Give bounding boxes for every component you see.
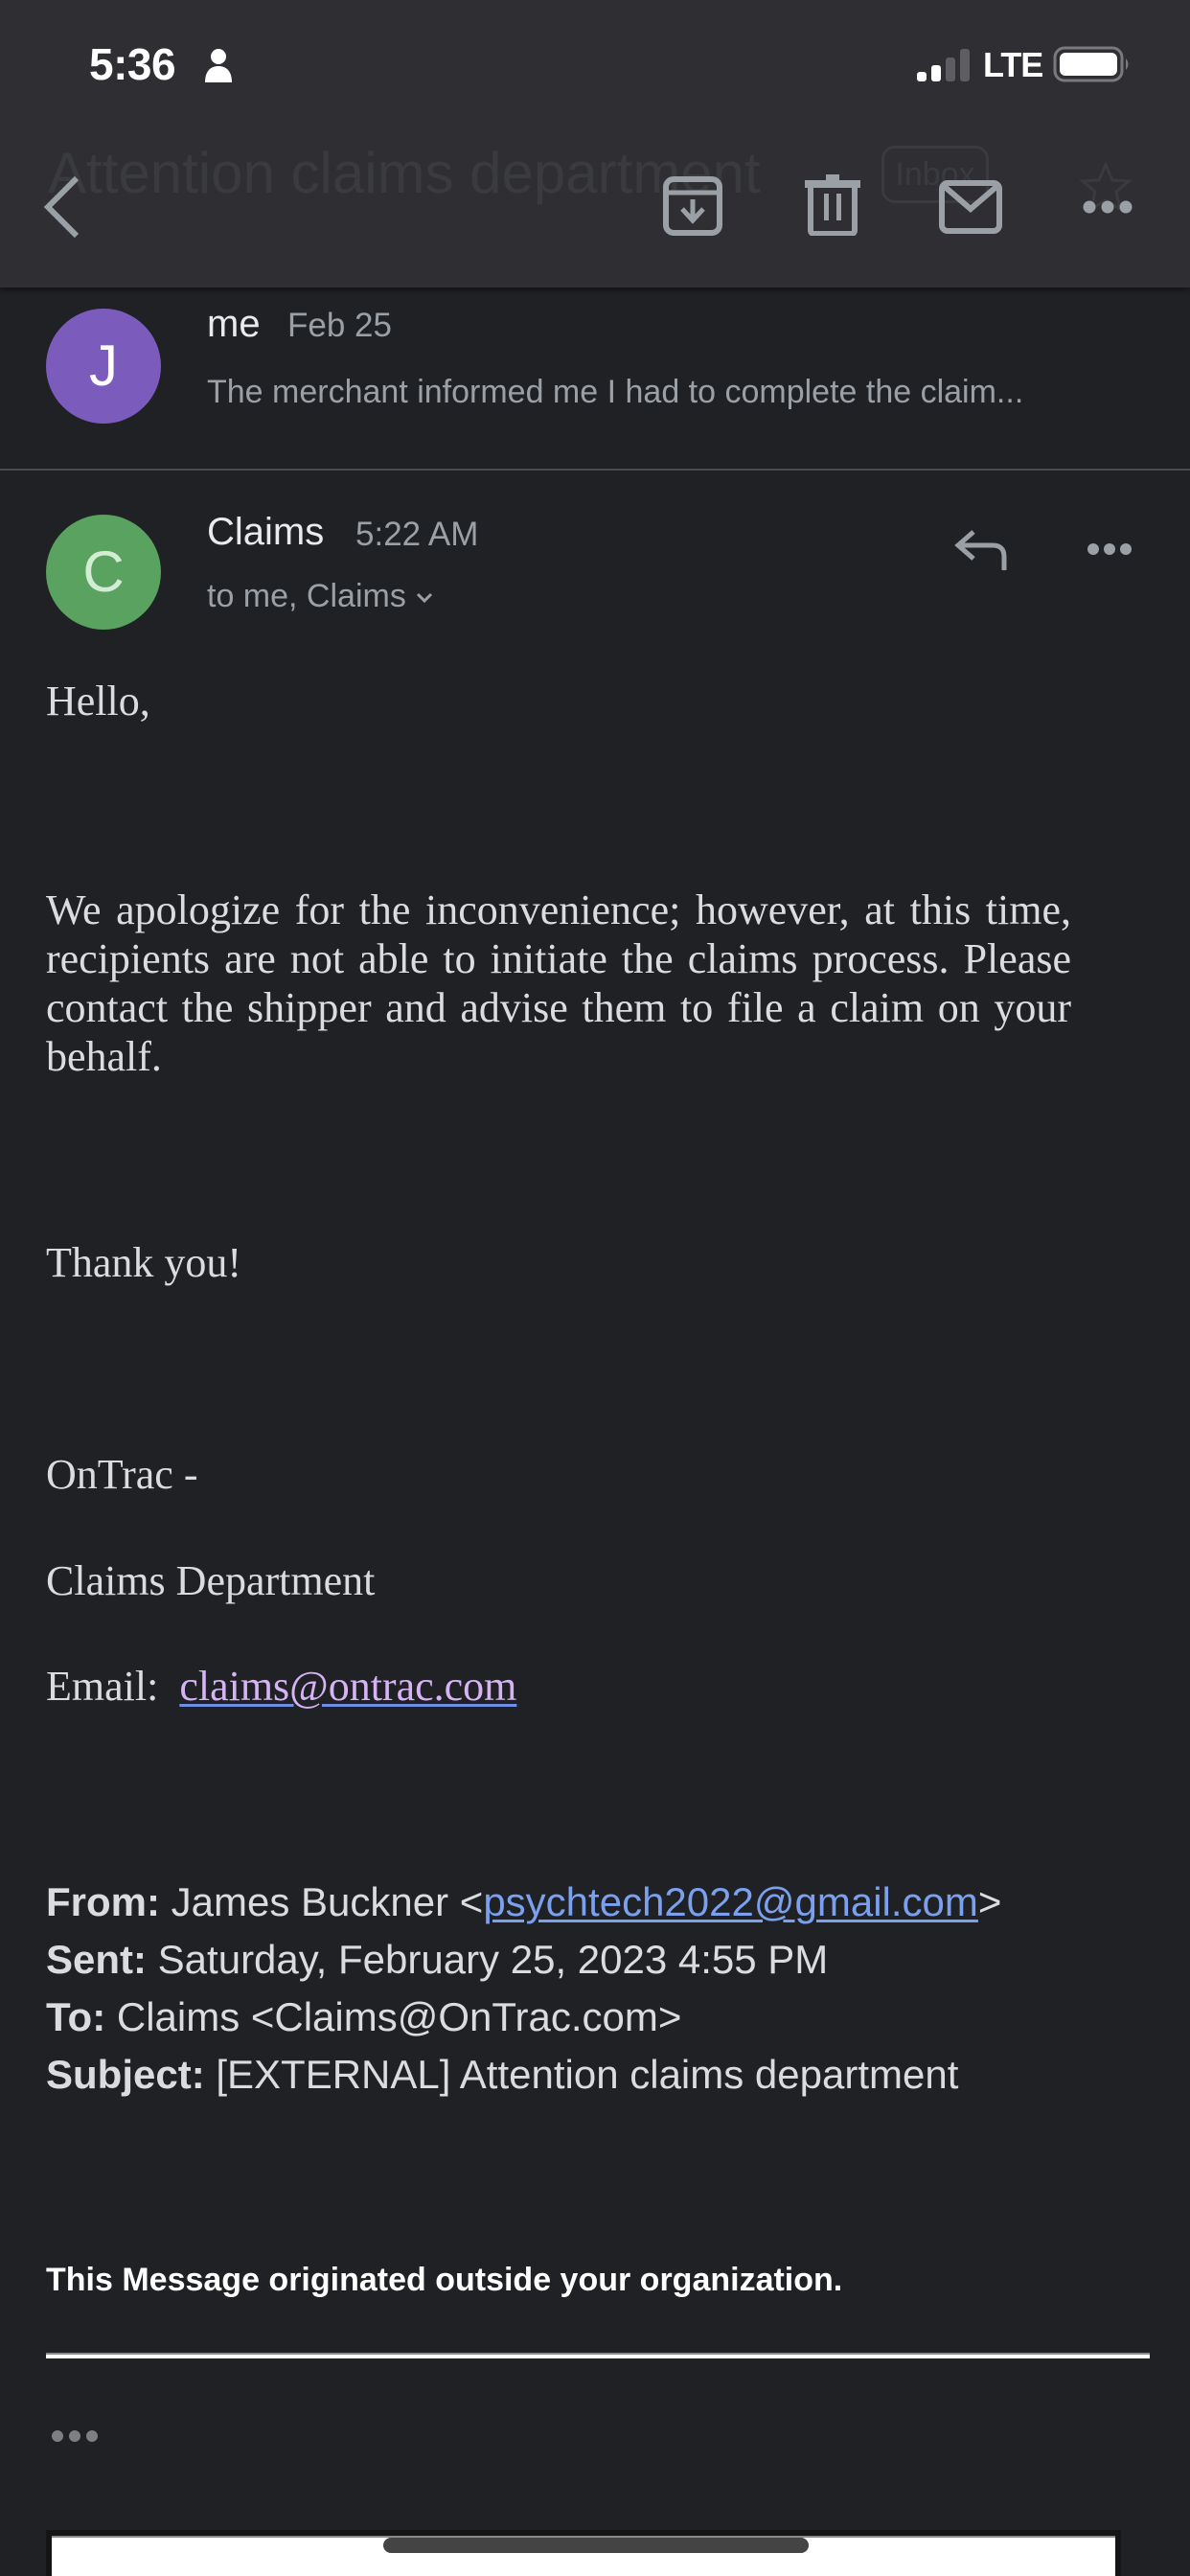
recipients-text: to me, Claims <box>207 578 406 614</box>
sent-value: Saturday, February 25, 2023 4:55 PM <box>157 1937 829 1982</box>
from-label: From: <box>46 1879 160 1924</box>
sender-name: Claims <box>207 511 325 553</box>
to-label: To: <box>46 1994 106 2039</box>
horizontal-rule <box>46 2353 1150 2358</box>
message-more-icon[interactable] <box>1087 540 1133 559</box>
subject-label: Subject: <box>46 2052 205 2097</box>
thanks-line: Thank you! <box>46 1239 242 1286</box>
collapsed-message[interactable] <box>0 288 1190 470</box>
show-trimmed-content-icon[interactable] <box>50 2425 100 2448</box>
message-time: 5:22 AM <box>355 516 479 553</box>
battery-icon <box>1053 46 1132 82</box>
more-options-icon[interactable] <box>1083 196 1133 218</box>
claims-email-link[interactable]: claims@ontrac.com <box>179 1663 517 1710</box>
back-chevron-icon[interactable] <box>38 172 88 242</box>
to-line <box>46 1989 1177 2046</box>
from-email-link[interactable]: psychtech2022@gmail.com <box>483 1879 978 1924</box>
status-time: 5:36 <box>89 39 176 89</box>
greeting: Hello, <box>46 678 150 724</box>
avatar: C <box>46 515 161 630</box>
subject-line <box>46 2046 1177 2104</box>
sender-name: me <box>207 303 261 345</box>
message-snippet: The merchant informed me I had to complete the claim... <box>207 374 1024 410</box>
top-app-bar <box>0 0 1190 288</box>
person-icon <box>203 48 234 82</box>
sent-line <box>46 1931 1177 1989</box>
body-paragraph: We apologize for the inconvenience; however, at this time, recipients are not able to initiate the claims process. Please contact the shipper and advise them to file a claim on your behalf. <box>46 886 1071 1080</box>
subject-value: [EXTERNAL] Attention claims department <box>216 2052 959 2097</box>
chevron-down-icon <box>414 591 435 605</box>
to-value: Claims <Claims@OnTrac.com> <box>116 1994 682 2039</box>
home-indicator[interactable] <box>383 2538 809 2553</box>
cellular-signal-icon <box>917 49 971 81</box>
recipients-toggle[interactable] <box>207 578 435 615</box>
mark-unread-mail-icon[interactable] <box>939 180 1002 234</box>
from-name: James Buckner < <box>171 1879 484 1924</box>
sent-label: Sent: <box>46 1937 147 1982</box>
faded-subject-title: Attention claims department <box>48 141 761 205</box>
reply-icon[interactable] <box>954 528 1010 570</box>
expanded-message-header <box>0 471 1190 653</box>
faded-inbox-label: Inbox <box>881 146 989 203</box>
external-sender-notice: This Message originated outside your organization. <box>46 2262 843 2298</box>
quoted-email-header <box>46 1874 1177 2104</box>
signature-department: Claims Department <box>46 1557 376 1604</box>
from-close: > <box>977 1879 1002 1924</box>
avatar: J <box>46 309 161 424</box>
message-date: Feb 25 <box>287 307 392 344</box>
email-label: Email: <box>46 1663 159 1710</box>
from-line <box>46 1874 1177 1931</box>
trash-icon[interactable] <box>805 174 860 236</box>
network-type: LTE <box>983 45 1043 84</box>
archive-icon[interactable] <box>663 176 722 236</box>
signature-email-line <box>46 1662 1071 1711</box>
signature-company: OnTrac - <box>46 1451 198 1498</box>
